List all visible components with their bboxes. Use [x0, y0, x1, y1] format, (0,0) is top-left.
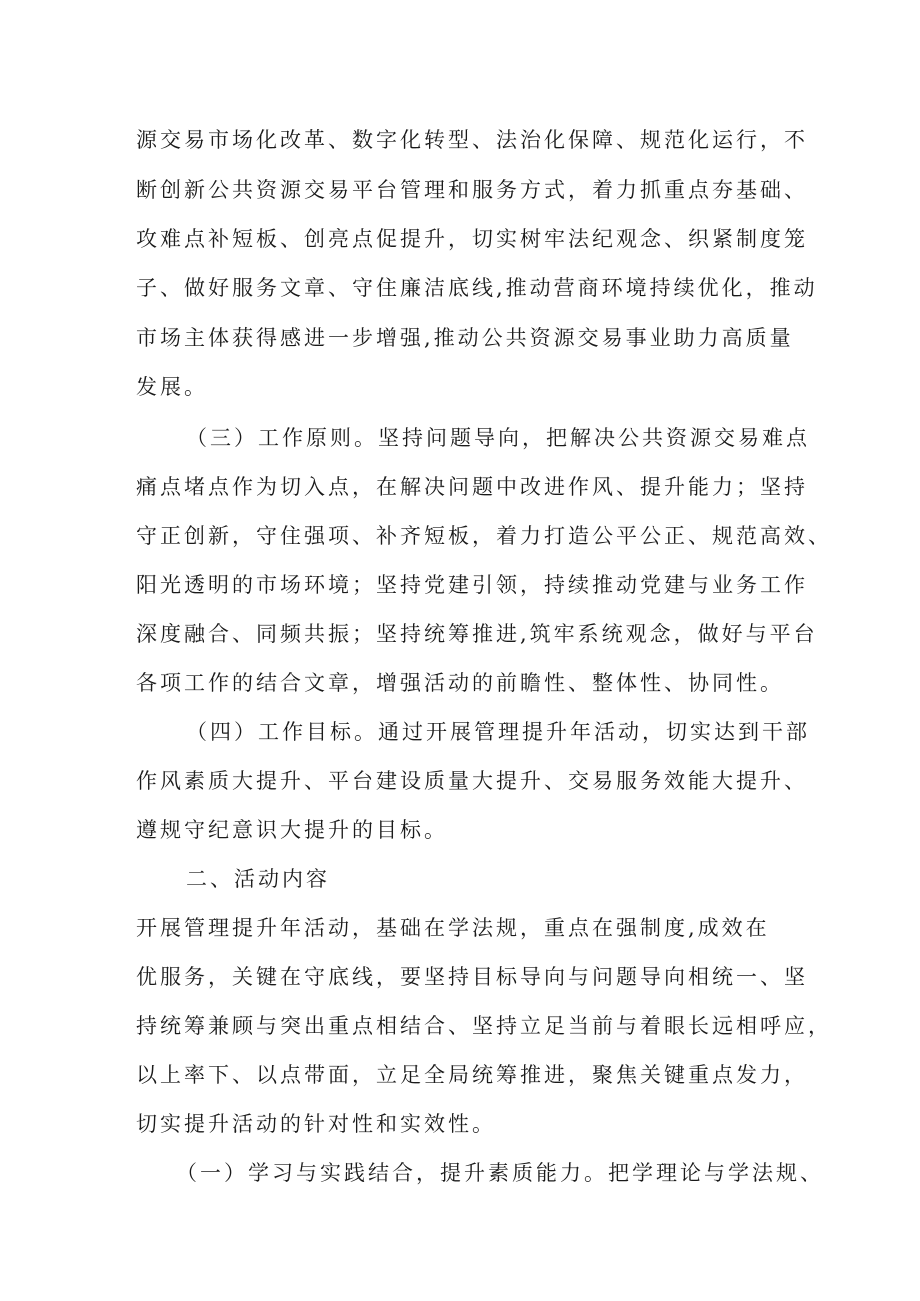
text-line: 源交易市场化改革、数字化转型、法治化保障、规范化运行，不 — [136, 128, 808, 152]
text-line: 子、做好服务文章、守住廉洁底线,推动营商环境持续优化，推动 — [136, 276, 818, 300]
text-line: 开展管理提升年活动，基础在学法规，重点在强制度,成效在 — [136, 916, 770, 940]
text-line: 切实提升活动的针对性和实效性。 — [136, 1112, 496, 1136]
text-line: 持统筹兼顾与突出重点相结合、坚持立足当前与着眼长远相呼应， — [136, 1014, 832, 1038]
text-line: 断创新公共资源交易平台管理和服务方式，着力抓重点夯基础、 — [136, 178, 808, 202]
text-line: 各项工作的结合文章，增强活动的前瞻性、整体性、协同性。 — [136, 671, 784, 695]
paragraph-principles-start: （三）工作原则。坚持问题导向，把解决公共资源交易难点 — [186, 426, 810, 450]
text-line: 攻难点补短板、创亮点促提升，切实树牢法纪观念、织紧制度笼 — [136, 227, 808, 251]
text-line: 优服务，关键在守底线，要坚持目标导向与问题导向相统一、坚 — [136, 965, 808, 989]
text-line: 以上率下、以点带面，立足全局统筹推进，聚焦关键重点发力， — [136, 1063, 808, 1087]
text-line: 市场主体获得感进一步增强,推动公共资源交易事业助力高质量 — [136, 326, 794, 350]
text-line: 发展。 — [136, 375, 208, 399]
paragraph-study-start: （一）学习与实践结合，提升素质能力。把学理论与学法规、 — [176, 1161, 824, 1185]
text-line: 遵规守纪意识大提升的目标。 — [136, 818, 448, 842]
text-line: 作风素质大提升、平台建设质量大提升、交易服务效能大提升、 — [136, 769, 808, 793]
text-line: 阳光透明的市场环境；坚持党建引领，持续推动党建与业务工作 — [136, 573, 808, 597]
text-line: 守正创新，守住强项、补齐短板，着力打造公平公正、规范高效、 — [136, 524, 832, 548]
paragraph-goals-start: （四）工作目标。通过开展管理提升年活动，切实达到干部 — [186, 720, 810, 744]
section-heading: 二、活动内容 — [186, 867, 330, 891]
text-line: 深度融合、同频共振；坚持统筹推进,筑牢系统观念，做好与平台 — [136, 622, 818, 646]
text-line: 痛点堵点作为切入点，在解决问题中改进作风、提升能力；坚持 — [136, 475, 808, 499]
